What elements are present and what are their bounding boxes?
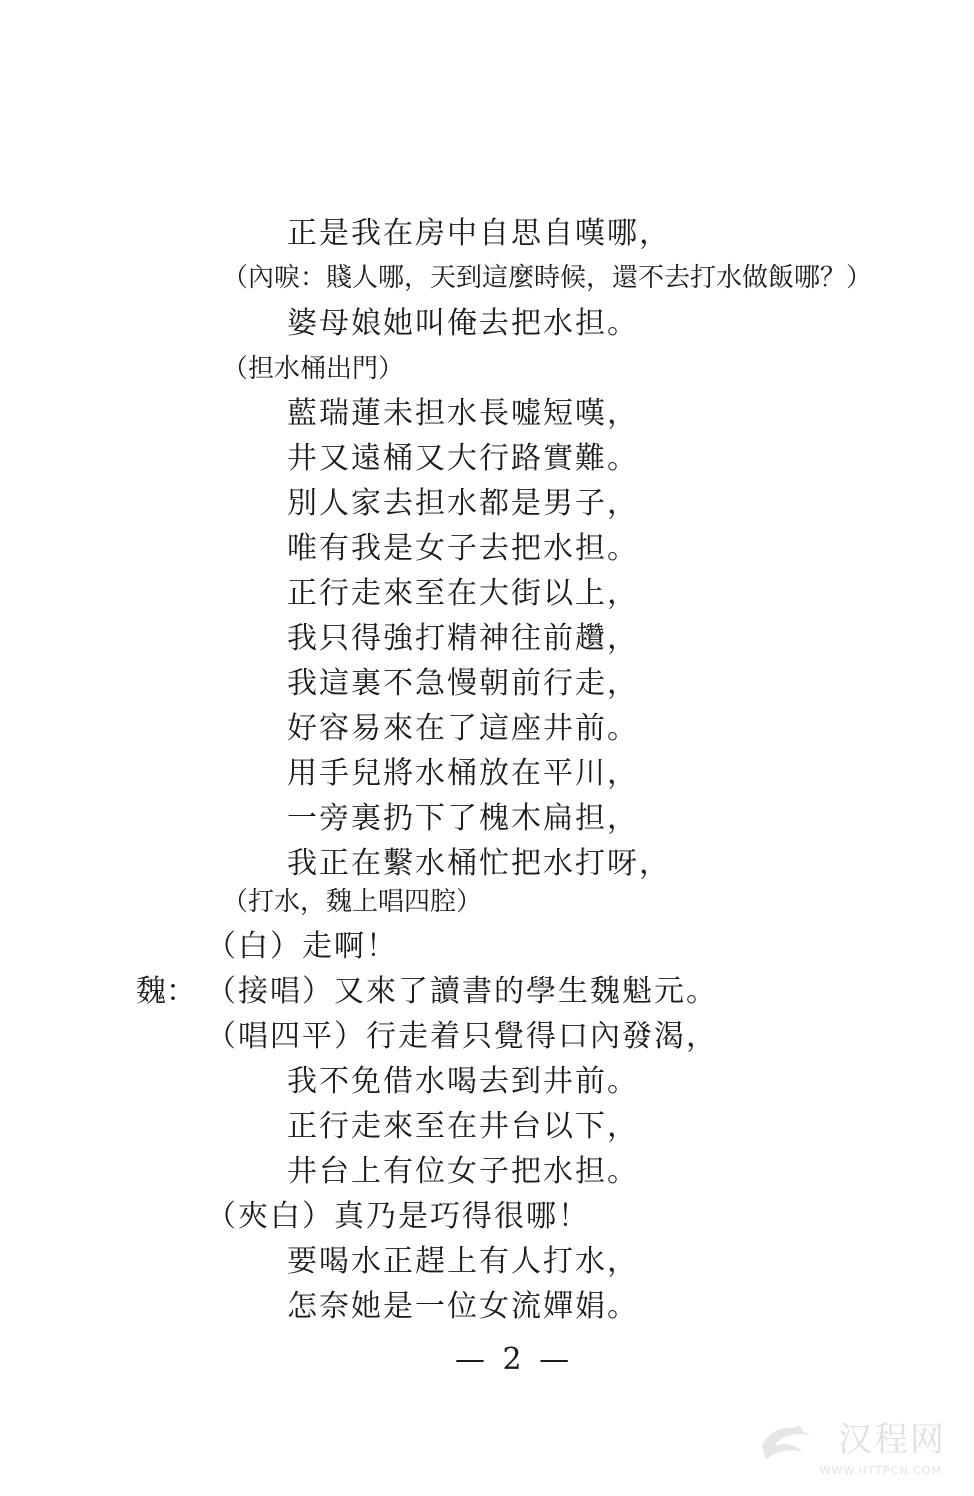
- verse-line: 正行走來至在大街以上，: [287, 576, 639, 611]
- verse-line: 怎奈她是一位女流嬋娟。: [287, 1289, 639, 1324]
- watermark-logo-icon: [756, 1416, 816, 1466]
- verse-line: 好容易來在了這座井前。: [287, 711, 639, 746]
- speaker-label: 魏：: [136, 974, 196, 1009]
- verse-line: 一旁裏扔下了槐木扁担，: [287, 801, 639, 836]
- verse-line: 婆母娘她叫俺去把水担。: [287, 306, 639, 341]
- verse-line: 我這裏不急慢朝前行走，: [287, 666, 639, 701]
- verse-line: 別人家去担水都是男子，: [287, 486, 639, 521]
- spoken-line: （白）走啊！: [206, 929, 398, 964]
- stage-direction: （內唳：賤人哪，天到這麼時候，還不去打水做飯哪？）: [222, 263, 873, 293]
- watermark: [756, 1406, 946, 1486]
- verse-line: 我不免借水喝去到井前。: [287, 1064, 639, 1099]
- sung-line: （唱四平）行走着只覺得口內發渴，: [206, 1019, 718, 1054]
- watermark-text: 汉程网: [838, 1420, 946, 1460]
- stage-direction: （担水桶出門）: [222, 354, 405, 384]
- verse-line: 正是我在房中自思自嘆哪，: [287, 216, 671, 251]
- sung-line: （接唱）又來了讀書的學生魏魁元。: [206, 974, 718, 1009]
- stage-direction: （打水，魏上唱四腔）: [222, 887, 483, 917]
- page-number: — 2 —: [455, 1342, 574, 1377]
- verse-line: 唯有我是女子去把水担。: [287, 531, 639, 566]
- spoken-line: （夾白）真乃是巧得很哪！: [206, 1199, 590, 1234]
- verse-line: 正行走來至在井台以下，: [287, 1109, 639, 1144]
- watermark-url: WWW.HTTPCN.COM: [819, 1464, 942, 1477]
- verse-line: 井又遠桶又大行路實難。: [287, 441, 639, 476]
- verse-line: 我正在繫水桶忙把水打呀，: [287, 846, 671, 881]
- verse-line: 井台上有位女子把水担。: [287, 1154, 639, 1189]
- verse-line: 用手兒將水桶放在平川，: [287, 756, 639, 791]
- verse-line: 藍瑞蓮未担水長嘘短嘆，: [287, 396, 639, 431]
- verse-line: 我只得強打精神往前趲，: [287, 621, 639, 656]
- verse-line: 要喝水正趕上有人打水，: [287, 1244, 639, 1279]
